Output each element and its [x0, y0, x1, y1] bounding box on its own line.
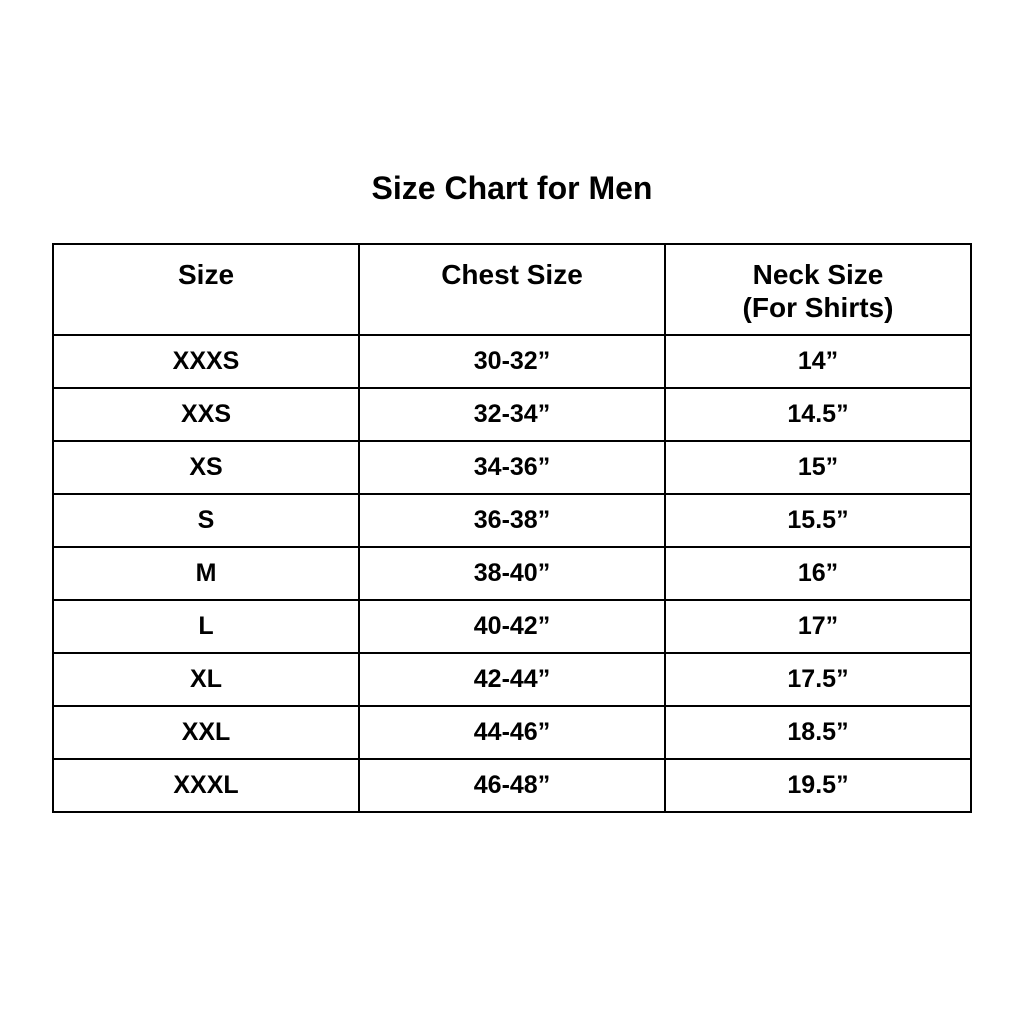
- cell-neck-size: 17”: [665, 600, 971, 653]
- cell-size: XXL: [53, 706, 359, 759]
- column-header: [665, 244, 971, 335]
- column-header-line1: Neck Size: [752, 259, 884, 290]
- cell-neck-size: 18.5”: [665, 706, 971, 759]
- cell-neck-size: 15.5”: [665, 494, 971, 547]
- cell-chest-size: 44-46”: [359, 706, 665, 759]
- table-row: [53, 600, 971, 653]
- table-row: [53, 441, 971, 494]
- cell-neck-size: 14.5”: [665, 388, 971, 441]
- cell-chest-size: 30-32”: [359, 335, 665, 388]
- cell-chest-size: 36-38”: [359, 494, 665, 547]
- page-title: Size Chart for Men: [371, 170, 653, 206]
- cell-neck-size: 14”: [665, 335, 971, 388]
- table-row: [53, 759, 971, 812]
- cell-neck-size: 19.5”: [665, 759, 971, 812]
- cell-neck-size: 17.5”: [665, 653, 971, 706]
- table-row: [53, 547, 971, 600]
- column-header-line1: Chest Size: [441, 259, 583, 290]
- table-row: [53, 653, 971, 706]
- cell-size: M: [53, 547, 359, 600]
- cell-chest-size: 34-36”: [359, 441, 665, 494]
- cell-neck-size: 16”: [665, 547, 971, 600]
- cell-chest-size: 40-42”: [359, 600, 665, 653]
- size-chart-table: [52, 243, 972, 813]
- column-header: [359, 244, 665, 335]
- header-row: [53, 244, 971, 335]
- cell-neck-size: 15”: [665, 441, 971, 494]
- column-header-line2: (For Shirts): [742, 292, 894, 323]
- cell-size: S: [53, 494, 359, 547]
- cell-size: L: [53, 600, 359, 653]
- cell-size: XXS: [53, 388, 359, 441]
- cell-chest-size: 46-48”: [359, 759, 665, 812]
- cell-chest-size: 32-34”: [359, 388, 665, 441]
- cell-size: XL: [53, 653, 359, 706]
- table-row: [53, 706, 971, 759]
- cell-size: XXXL: [53, 759, 359, 812]
- cell-chest-size: 42-44”: [359, 653, 665, 706]
- table-row: [53, 388, 971, 441]
- cell-chest-size: 38-40”: [359, 547, 665, 600]
- table-row: [53, 335, 971, 388]
- table-header: [53, 244, 971, 335]
- cell-size: XS: [53, 441, 359, 494]
- cell-size: XXXS: [53, 335, 359, 388]
- table-row: [53, 494, 971, 547]
- column-header: [53, 244, 359, 335]
- table-body: [53, 335, 971, 812]
- column-header-line1: Size: [177, 259, 235, 290]
